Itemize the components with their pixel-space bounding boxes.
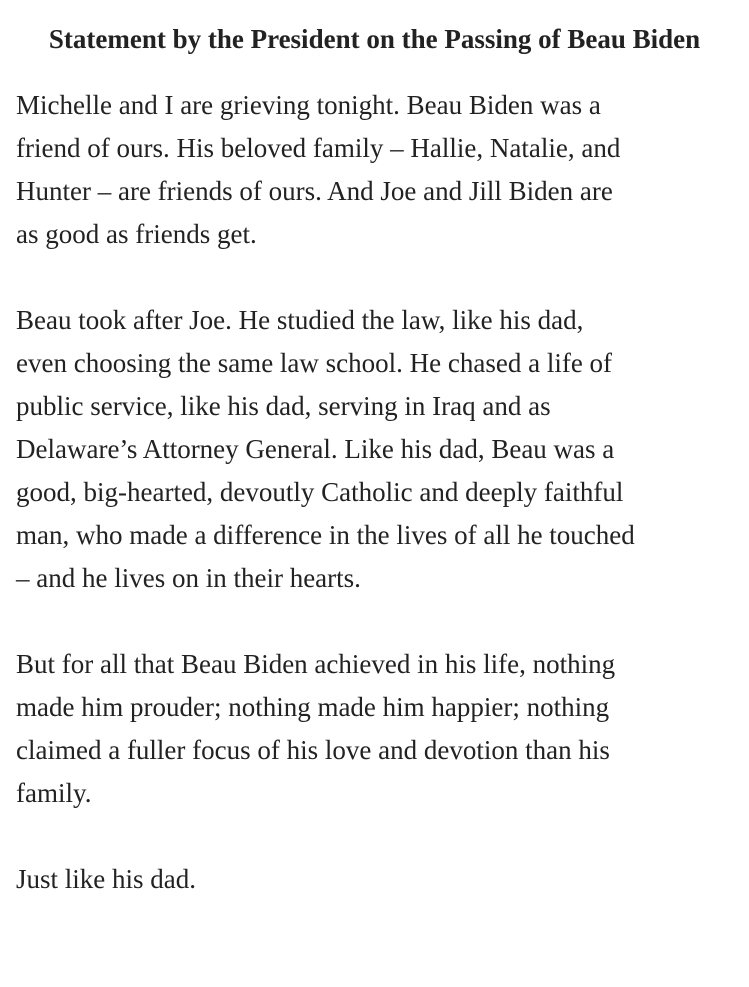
paragraph-line: public service, like his dad, serving in Iraq and as bbox=[16, 391, 551, 421]
paragraph-3 bbox=[16, 643, 749, 815]
paragraph-line: as good as friends get. bbox=[16, 219, 257, 249]
paragraph-line: even choosing the same law school. He chased a life of bbox=[16, 348, 613, 378]
paragraph-line: – and he lives on in their hearts. bbox=[16, 563, 361, 593]
paragraph-line: made him prouder; nothing made him happier; nothing bbox=[16, 692, 610, 722]
paragraph-line: claimed a fuller focus of his love and devotion than his bbox=[16, 735, 610, 765]
paragraph-4 bbox=[16, 858, 749, 901]
paragraph-line: Michelle and I are grieving tonight. Beau Biden was a bbox=[16, 90, 601, 120]
paragraph-line: family. bbox=[16, 778, 92, 808]
document-title: Statement by the President on the Passing of Beau Biden bbox=[48, 24, 701, 54]
paragraph-line: But for all that Beau Biden achieved in his life, nothing bbox=[16, 649, 616, 679]
paragraph-line: Hunter – are friends of ours. And Joe and Jill Biden are bbox=[16, 176, 613, 206]
paragraph-2 bbox=[16, 299, 749, 600]
paragraph-line: Just like his dad. bbox=[16, 864, 196, 894]
paragraph-line: friend of ours. His beloved family – Hallie, Natalie, and bbox=[16, 133, 621, 163]
paragraph-line: Beau took after Joe. He studied the law, like his dad, bbox=[16, 305, 584, 335]
paragraph-line: Delaware’s Attorney General. Like his dad, Beau was a bbox=[16, 434, 615, 464]
paragraph-1 bbox=[16, 84, 749, 256]
paragraph-line: man, who made a difference in the lives of all he touched bbox=[16, 520, 635, 550]
paragraph-line: good, big-hearted, devoutly Catholic and deeply faithful bbox=[16, 477, 624, 507]
